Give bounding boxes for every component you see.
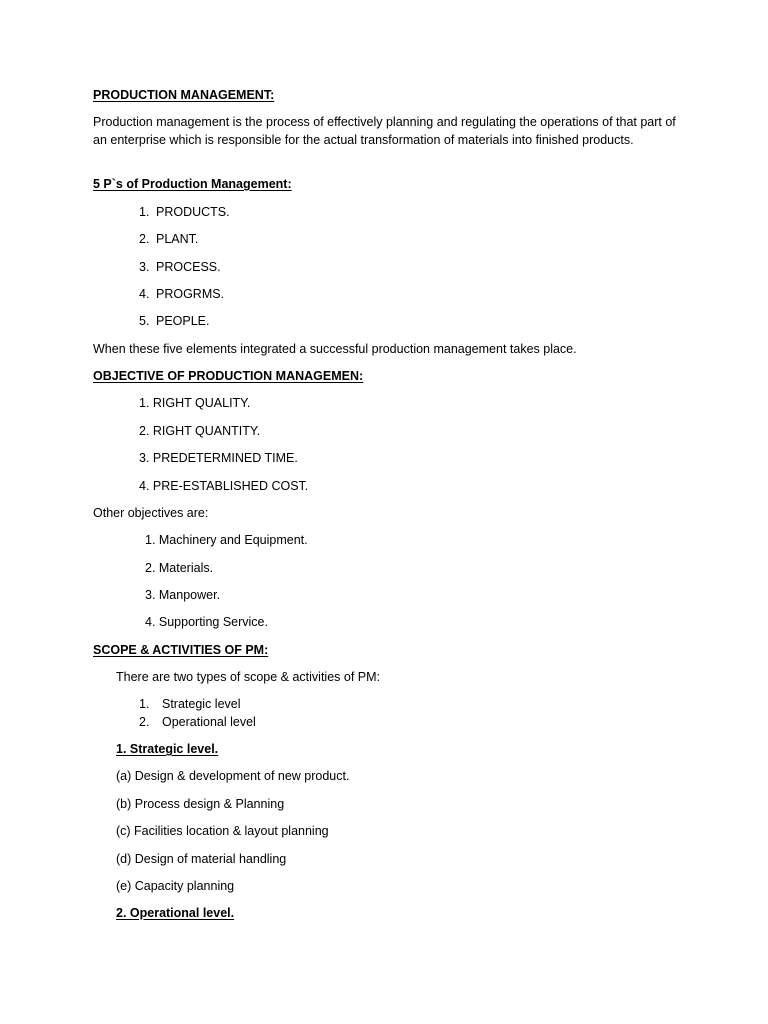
- list-item: [139, 231, 198, 249]
- list-item: [139, 286, 224, 304]
- strategic-item: (d) Design of material handling: [116, 852, 287, 866]
- strategic-item: (a) Design & development of new product.: [116, 769, 350, 783]
- strategic-item: (e) Capacity planning: [116, 879, 235, 893]
- list-item-number: 5.: [139, 314, 150, 328]
- section-heading-five-ps: 5 P`s of Production Management:: [93, 177, 292, 191]
- objective-item: 2. RIGHT QUANTITY.: [139, 424, 261, 438]
- list-item-text: PROGRMS.: [156, 287, 225, 301]
- other-objective-item: 3. Manpower.: [145, 588, 221, 602]
- section-heading-objectives: OBJECTIVE OF PRODUCTION MANAGEMEN:: [93, 369, 364, 383]
- list-item-text: Operational level: [162, 715, 256, 729]
- objective-item: 1. RIGHT QUALITY.: [139, 396, 251, 410]
- section-heading-scope: SCOPE & ACTIVITIES OF PM:: [93, 643, 269, 657]
- subheading-strategic-level: 1. Strategic level.: [116, 742, 219, 756]
- list-item-text: Strategic level: [162, 697, 241, 711]
- scope-type-item: [139, 714, 256, 732]
- list-item-text: PLANT.: [156, 232, 199, 246]
- definition-paragraph: Production management is the process of effectively planning and regulating the operations of that part of an enterprise which is responsible for the actual transformation of materials into finished products.: [93, 115, 676, 147]
- list-item: [139, 259, 221, 277]
- list-item-text: PROCESS.: [156, 260, 221, 274]
- list-item: [139, 204, 230, 222]
- list-item: [139, 313, 210, 331]
- other-objectives-intro: Other objectives are:: [93, 506, 209, 520]
- other-objective-item: 4. Supporting Service.: [145, 615, 268, 629]
- list-item-number: 2.: [139, 715, 150, 729]
- list-item-number: 2.: [139, 232, 150, 246]
- scope-intro: There are two types of scope & activities of PM:: [116, 670, 381, 684]
- five-ps-summary: When these five elements integrated a successful production management takes place.: [93, 342, 577, 356]
- objective-item: 3. PREDETERMINED TIME.: [139, 451, 298, 465]
- other-objective-item: 1. Machinery and Equipment.: [145, 533, 308, 547]
- list-item-number: 3.: [139, 260, 150, 274]
- subheading-operational-level: 2. Operational level.: [116, 906, 235, 920]
- strategic-item: (c) Facilities location & layout planning: [116, 824, 329, 838]
- section-heading-production-management: PRODUCTION MANAGEMENT:: [93, 88, 275, 102]
- list-item-text: PEOPLE.: [156, 314, 210, 328]
- list-item-number: 4.: [139, 287, 150, 301]
- list-item-text: PRODUCTS.: [156, 205, 230, 219]
- other-objective-item: 2. Materials.: [145, 561, 214, 575]
- scope-type-item: [139, 696, 241, 714]
- list-item-number: 1.: [139, 205, 150, 219]
- objective-item: 4. PRE-ESTABLISHED COST.: [139, 479, 309, 493]
- strategic-item: (b) Process design & Planning: [116, 797, 285, 811]
- list-item-number: 1.: [139, 697, 150, 711]
